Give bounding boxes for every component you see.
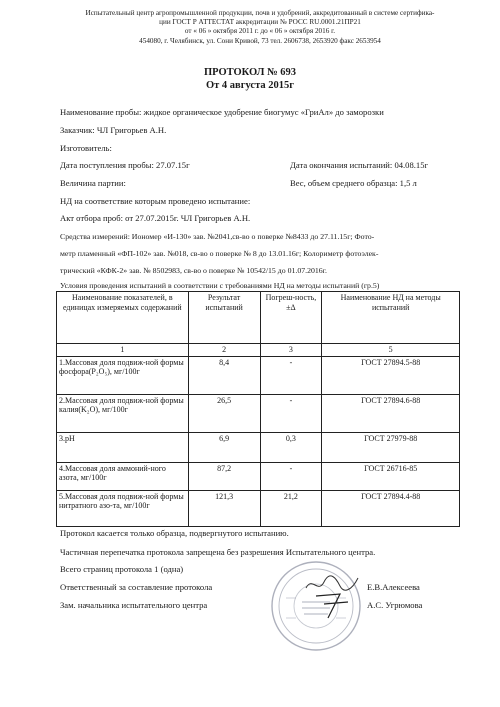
indicator-name: 1.Массовая доля подвиж-ной формы фосфора(P₂O₅), мг/100г: [57, 356, 189, 394]
table-row: [57, 356, 460, 394]
note-reprint: Частичная перепечатка протокола запрещена без разрешения Испытательного центра.: [60, 547, 376, 557]
sample-name: Наименование пробы: жидкое органическое удобрение биогумус «ГриАл» до заморозки: [60, 107, 384, 117]
instruments-line-2: метр пламенный «ФП-102» зав. №018, св-во о поверке № 8 до 13.01.16г; Колориметр фотоэлек-: [60, 249, 379, 258]
col-number: 5: [322, 344, 460, 357]
note-scope: Протокол касается только образца, подвергнутого испытанию.: [60, 528, 289, 538]
result-value: 6,9: [188, 432, 260, 462]
result-value: 8,4: [188, 356, 260, 394]
col-header-method: Наименование НД на методы испытаний: [322, 292, 460, 344]
error-value: -: [260, 462, 322, 490]
table-number-row: [57, 344, 460, 357]
responsible-label: Ответственный за составление протокола: [60, 582, 213, 592]
indicator-name: 3.pH: [57, 432, 189, 462]
header-line-3: от « 06 » октября 2011 г. до « 06 » октября 2016 г.: [184, 27, 336, 35]
col-header-error: Погреш-ность, ±Δ: [260, 292, 322, 344]
error-value: -: [260, 356, 322, 394]
result-value: 121,3: [188, 490, 260, 526]
arrival-date: Дата поступления пробы: 27.07.15г: [60, 160, 190, 170]
col-header-result: Результат испытаний: [188, 292, 260, 344]
method-standard: ГОСТ 27894.4-88: [322, 490, 460, 526]
error-value: 21,2: [260, 490, 322, 526]
error-value: -: [260, 394, 322, 432]
page-count: Всего страниц протокола 1 (одна): [60, 564, 184, 574]
sampling-act: Акт отбора проб: от 27.07.2015г. ЧЛ Григорьев А.Н.: [60, 213, 251, 223]
results-table: [56, 291, 460, 527]
instruments-line-1: Средства измерений: Иономер «И-130» зав. №2041,св-во о поверке №8433 до 27.11.15г; Фото-: [60, 232, 375, 241]
deputy-label: Зам. начальника испытательного центра: [60, 600, 208, 610]
error-value: 0,3: [260, 432, 322, 462]
col-header-indicator: Наименование показателей, в единицах измеряемых содержаний: [57, 292, 189, 344]
customer: Заказчик: ЧЛ Григорьев А.Н.: [60, 125, 167, 135]
method-standard: ГОСТ 27894.5-88: [322, 356, 460, 394]
responsible-name: Е.В.Алексеева: [367, 582, 420, 592]
end-date: Дата окончания испытаний: 04.08.15г: [290, 160, 429, 170]
instruments-line-3: трический «КФК-2» зав. № 8502983, св-во о поверке № 10542/15 до 01.07.2016г.: [60, 266, 327, 275]
indicator-name: 4.Массовая доля аммоний-ного азота, мг/100г: [57, 462, 189, 490]
deputy-name: А.С. Угрюмова: [367, 600, 423, 610]
batch-size: Величина партии:: [60, 178, 126, 188]
header-line-2: ции ГОСТ Р АТТЕСТАТ аккредитации № РОСС RU.0001.21ПР21: [159, 18, 361, 26]
indicator-name: 5.Массовая доля подвиж-ной формы нитратного азо-та, мг/100г: [57, 490, 189, 526]
method-standard: ГОСТ 26716-85: [322, 462, 460, 490]
protocol-title: ПРОТОКОЛ № 693: [203, 67, 297, 78]
table-row: [57, 462, 460, 490]
indicator-name: 2.Массовая доля подвиж-ной формы калия(K₂O), мг/100г: [57, 394, 189, 432]
test-conditions: Условия проведения испытаний в соответствии с требованиями НД на методы испытаний (гр.5): [60, 281, 380, 290]
nd-label: НД на соответствие которым проведено испытание:: [60, 196, 251, 206]
header-line-4: 454080, г. Челябинск, ул. Сони Кривой, 73 тел. 2606738, 2653920 факс 2653954: [139, 37, 381, 45]
protocol-date: От 4 августа 2015г: [205, 80, 295, 91]
result-value: 87,2: [188, 462, 260, 490]
table-row: [57, 432, 460, 462]
signature-deputy: [310, 588, 360, 622]
table-header-row: [57, 292, 460, 344]
method-standard: ГОСТ 27979-88: [322, 432, 460, 462]
sample-weight: Вес, объем среднего образца: 1,5 л: [290, 178, 417, 188]
col-number: 3: [260, 344, 322, 357]
result-value: 26,5: [188, 394, 260, 432]
manufacturer: Изготовитель:: [60, 143, 112, 153]
col-number: 1: [57, 344, 189, 357]
col-number: 2: [188, 344, 260, 357]
method-standard: ГОСТ 27894.6-88: [322, 394, 460, 432]
header-line-1: Испытательный центр агропромышленной продукции, почв и удобрений, аккредитованный в системе сертифика-: [85, 9, 435, 17]
table-row: [57, 490, 460, 526]
table-row: [57, 394, 460, 432]
